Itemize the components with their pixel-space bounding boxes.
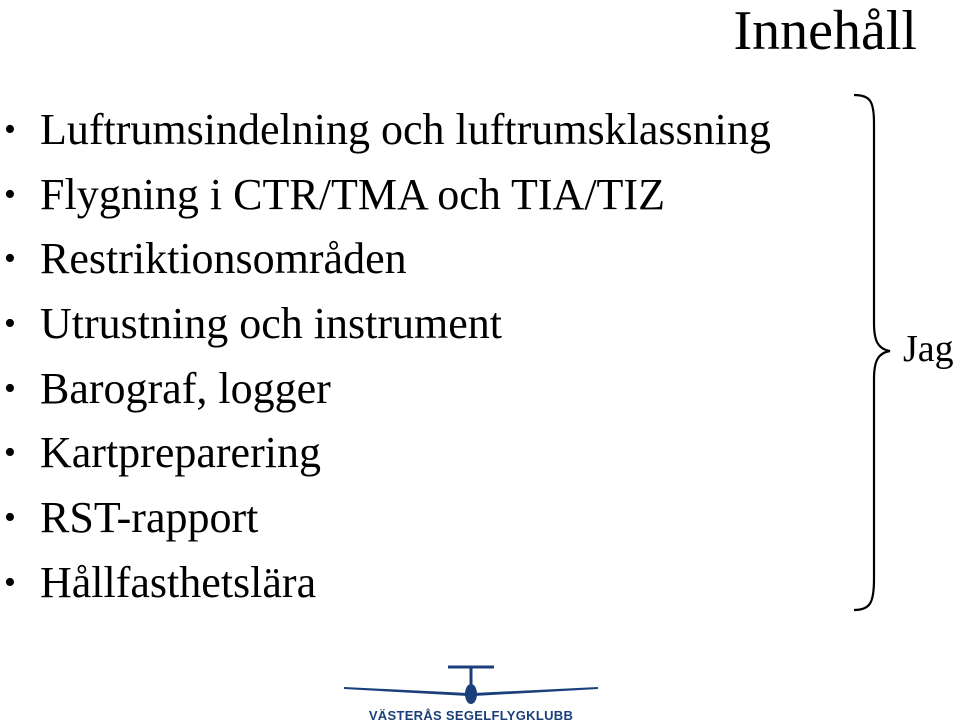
glider-logo-icon <box>340 660 610 708</box>
bullet-icon: • <box>4 563 16 601</box>
list-item <box>0 551 771 616</box>
bullet-icon: • <box>4 434 16 472</box>
bullet-list <box>0 98 771 616</box>
list-item <box>0 486 771 551</box>
bullet-text: Luftrumsindelning och luftrumsklassning <box>40 105 771 154</box>
bullet-text: Flygning i CTR/TMA och TIA/TIZ <box>40 169 665 219</box>
list-item <box>0 163 771 228</box>
bullet-icon: • <box>4 305 16 343</box>
bullet-text: Hållfasthetslära <box>40 557 317 607</box>
slide-title: Innehåll <box>733 0 917 62</box>
bullet-text: RST-rapport <box>40 493 259 543</box>
bullet-icon: • <box>4 499 16 537</box>
bullet-icon: • <box>4 240 16 278</box>
list-item <box>0 98 771 163</box>
bullet-text: Utrustning och instrument <box>40 299 502 349</box>
bullet-icon: • <box>4 111 16 148</box>
right-curly-brace-icon <box>852 93 892 613</box>
brace-label: Jag <box>903 328 954 370</box>
bullet-text: Restriktionsområden <box>40 234 407 284</box>
logo-text: VÄSTERÅS SEGELFLYGKLUBB <box>368 708 574 723</box>
bullet-text: Kartpreparering <box>40 428 321 478</box>
list-item <box>0 292 771 357</box>
bullet-icon: • <box>4 175 16 213</box>
list-item <box>0 421 771 486</box>
bullet-text: Barograf, logger <box>40 363 331 413</box>
list-item <box>0 227 771 292</box>
list-item <box>0 357 771 422</box>
bullet-icon: • <box>4 369 16 407</box>
club-logo <box>340 660 610 727</box>
